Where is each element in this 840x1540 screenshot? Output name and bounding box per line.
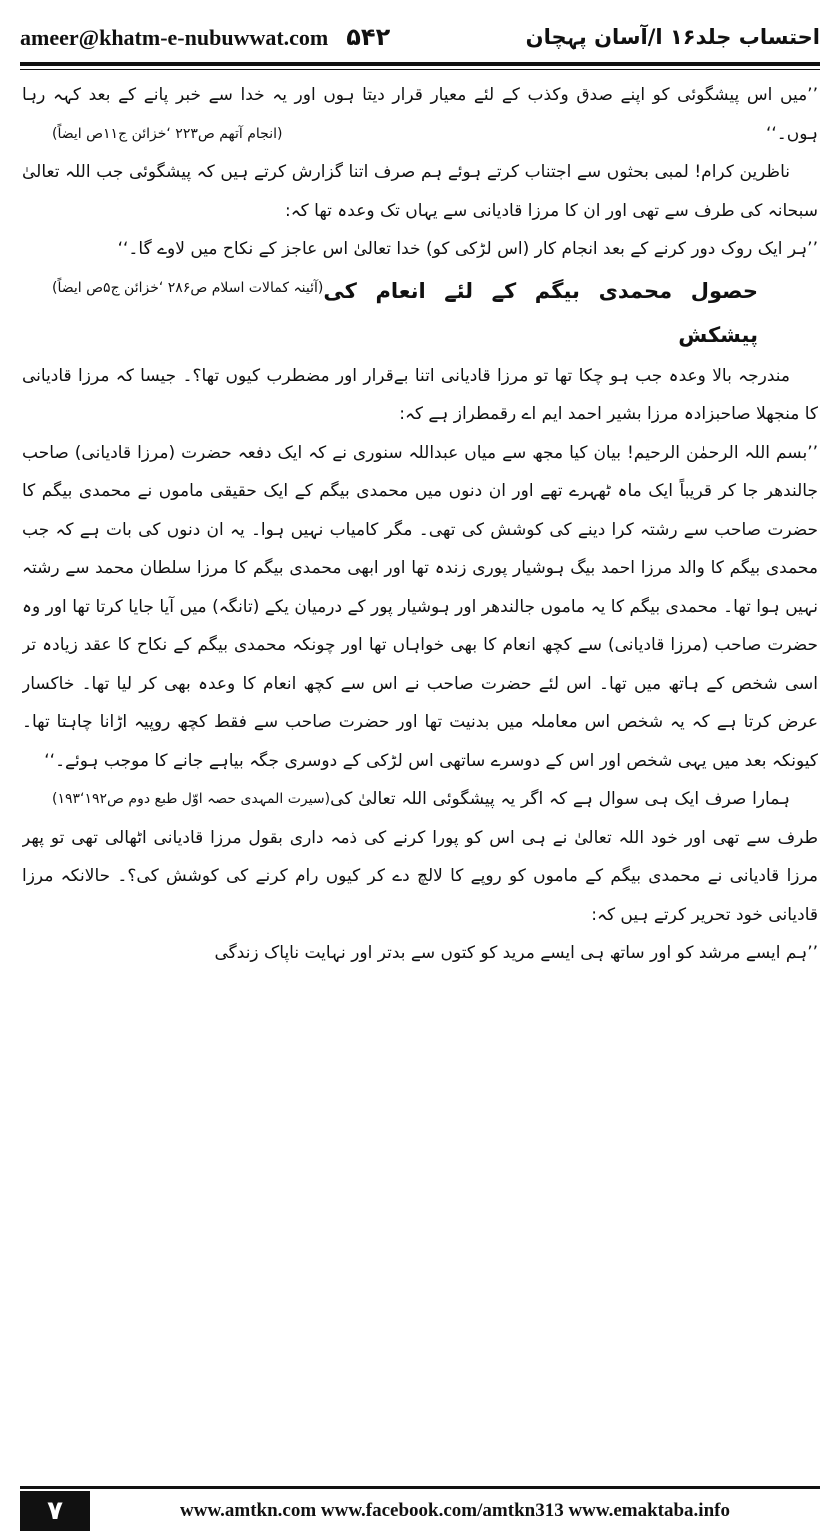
- header-left: [20, 23, 390, 51]
- book-title: احتساب جلد۱۶ ا/آسان پہچان: [525, 25, 820, 49]
- reference-3: (سیرت المہدی حصہ اوّل طبع دوم ص۱۹۲‘۱۹۳): [52, 791, 331, 807]
- paragraph-2: ناظرین کرام! لمبی بحثوں سے اجتناب کرتے ہوئے ہم صرف اتنا گزارش کرتے ہیں کہ پیشگوئی جب اللہ تعالیٰ سبحانہ کی طرف سے تھی اور ان کا مرزا قادیانی سے یہاں تک وعدہ تھا کہ:: [22, 162, 818, 221]
- reference-1: (انجام آتھم ص۲۲۳ ‘خزائن ج۱۱ص ایضاً): [52, 125, 283, 142]
- quote-paragraph-4: ’’ہم ایسے مرشد کو اور ساتھ ہی ایسے مرید کو کتوں سے بدتر اور نہایت ناپاک زندگی: [214, 943, 818, 963]
- footer-rule: [20, 1486, 820, 1489]
- paragraph-6: ہمارا صرف ایک ہی سوال ہے کہ اگر یہ پیشگوئی اللہ تعالیٰ کی طرف سے تھی اور خود اللہ تعالیٰ نے ہی اس کو پورا کرنے کی ذمہ داری بقول مرزا قادیانی اٹھالی تھی تو پھر مرزا قادیانی نے محمدی بیگم کے ماموں کو روپے کا لالچ دے کر کیوں رام کرنے کی کوشش کی؟۔ حالانکہ مرزا قادیانی خود تحریر کرتے ہیں کہ:: [22, 789, 818, 925]
- paragraph-4: مندرجہ بالا وعدہ جب ہو چکا تھا تو مرزا قادیانی اتنا بےقرار اور مضطرب کیوں تھا؟۔ جیسا کہ مرزا قادیانی کا منجھلا صاحبزادہ مرزا بشیر احمد ایم اے رقمطراز ہے کہ:: [22, 365, 818, 424]
- quote-paragraph-3: [22, 434, 818, 807]
- quote-paragraph-1: [22, 76, 818, 153]
- header-rule-thick: [20, 62, 820, 66]
- page-number: ۵۴۲: [346, 23, 391, 51]
- section-heading: حصول محمدی بیگم کے لئے انعام کی پیشکش: [323, 278, 758, 347]
- header-rule-thin: [20, 69, 820, 70]
- footer-links: www.amtkn.com www.facebook.com/amtkn313 www.emaktaba.info: [180, 1500, 730, 1521]
- page-footer: [20, 1491, 820, 1531]
- quote-paragraph-2: [22, 230, 818, 296]
- quote-text-1: ’’میں اس پیشگوئی کو اپنے صدق وکذب کے لئے معیار قرار دیتا ہوں اور یہ خدا سے خبر پانے کے بعد کہہ رہا ہوں۔‘‘: [22, 85, 818, 144]
- quote-text-2: ’’ہر ایک روک دور کرنے کے بعد انجام کار (اس لڑکی کو) خدا تعالیٰ اس عاجز کے نکاح میں لاوے گا۔‘‘: [117, 239, 818, 259]
- quote-text-3: ’’بسم اللہ الرحمٰن الرحیم! بیان کیا مجھ سے میاں عبداللہ سنوری نے کہ ایک دفعہ حضرت (مرزا قادیانی) صاحب جالندھر جا کر قریباً ایک ماہ ٹھہرے تھے اور ان دنوں میں محمدی بیگم کے ایک حقیقی ماموں نے محمدی بیگم کا حضرت صاحب سے رشتہ کرا دینے کی کوشش کی تھی۔ مگر کامیاب نہیں ہوا۔ یہ ان دنوں کی بات ہے کہ جب محمدی بیگم کا والد مرزا احمد بیگ ہوشیار پوری زندہ تھا اور ابھی محمدی بیگم کا مرزا سلطان محمد سے رشتہ نہیں ہوا تھا۔ محمدی بیگم کا یہ ماموں جالندھر اور ہوشیار پور کے درمیان یکے (تانگہ) میں آیا جایا کرتا تھا اور وہ حضرت صاحب (مرزا قادیانی) سے کچھ انعام کا بھی خواہاں تھا اور چونکہ محمدی بیگم کے نکاح کا عقد زیادہ تر اسی شخص کے ہاتھ میں تھا۔ اس لئے حضرت صاحب نے اس سے کچھ انعام کا وعدہ بھی کر لیا تھا۔ خاکسار عرض کرتا ہے کہ یہ شخص اس معاملہ میں بدنیت تھا اور حضرت صاحب سے فقط کچھ روپیہ اڑانا چاہتا تھا۔ کیونکہ بعد میں یہی شخص اور اس کے دوسرے ساتھی اس لڑکی کے دوسری جگہ بیاہے جانے کا موجب ہوئے۔‘‘: [22, 442, 818, 771]
- footer-mark: ۷: [20, 1491, 90, 1531]
- reference-2: (آئینہ کمالات اسلام ص۲۸۶ ‘خزائن ج۵ص ایضاً): [52, 279, 324, 296]
- header-email: ameer@khatm-e-nubuwwat.com: [20, 25, 329, 50]
- page-body: [22, 76, 818, 1474]
- page-header: [20, 14, 820, 60]
